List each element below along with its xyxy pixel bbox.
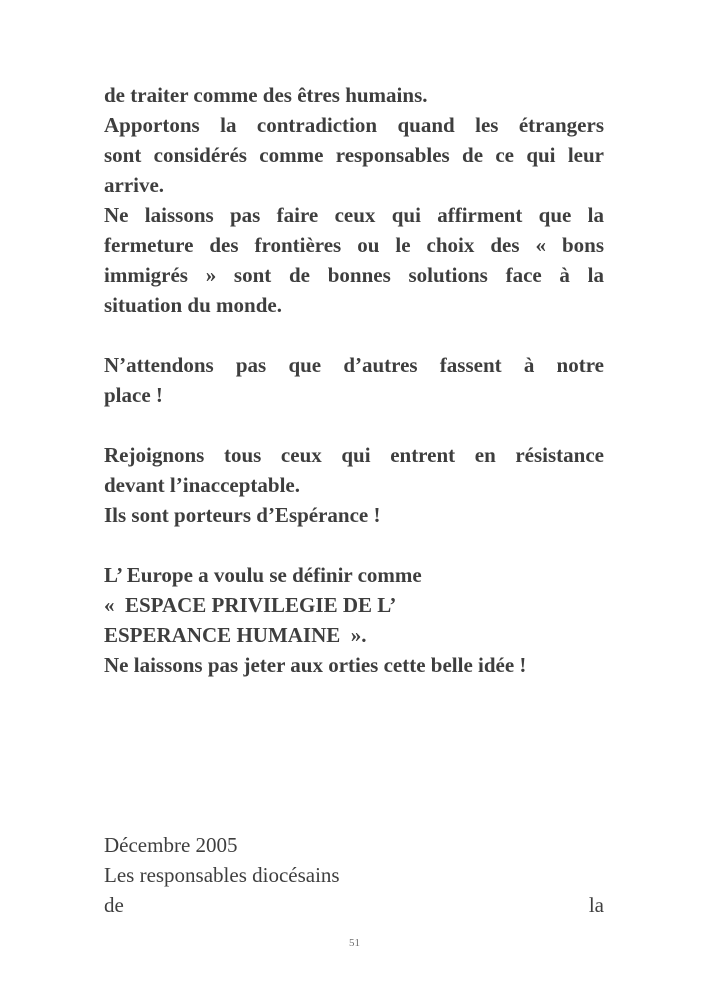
- text-line: fermeture des frontières ou le choix des « bons: [104, 233, 604, 257]
- text-line: Les responsables diocésains: [104, 863, 340, 887]
- blank-line: [104, 800, 604, 830]
- text-block: [104, 80, 604, 920]
- blank-line: [104, 530, 604, 560]
- blank-line: [104, 710, 604, 740]
- text-line: Apportons la contradiction quand les étrangers: [104, 113, 604, 137]
- text-line: N’attendons pas que d’autres fassent à notre: [104, 353, 604, 377]
- text-line: situation du monde.: [104, 293, 282, 317]
- blank-line: [104, 740, 604, 770]
- text-line: place !: [104, 383, 163, 407]
- text-line: de la: [104, 893, 604, 917]
- page-number: 51: [349, 937, 360, 949]
- text-line: Ne laissons pas faire ceux qui affirment que la: [104, 203, 604, 227]
- text-line: sont considérés comme responsables de ce qui leur: [104, 143, 604, 167]
- text-line: « ESPACE PRIVILEGIE DE L’: [104, 593, 397, 617]
- text-line: devant l’inacceptable.: [104, 473, 300, 497]
- text-line: Rejoignons tous ceux qui entrent en résistance: [104, 443, 604, 467]
- blank-line: [104, 680, 604, 710]
- text-line: arrive.: [104, 173, 165, 197]
- text-line: immigrés » sont de bonnes solutions face à la: [104, 263, 604, 287]
- text-line: de traiter comme des êtres humains.: [104, 83, 428, 107]
- blank-line: [104, 410, 604, 440]
- text-line: L’ Europe a voulu se définir comme: [104, 563, 422, 587]
- blank-line: [104, 320, 604, 350]
- text-line: ESPERANCE HUMAINE ».: [104, 623, 367, 647]
- text-line: Ne laissons pas jeter aux orties cette belle idée !: [104, 653, 527, 677]
- text-line: Décembre 2005: [104, 833, 238, 857]
- blank-line: [104, 770, 604, 800]
- text-line: Ils sont porteurs d’Espérance !: [104, 503, 381, 527]
